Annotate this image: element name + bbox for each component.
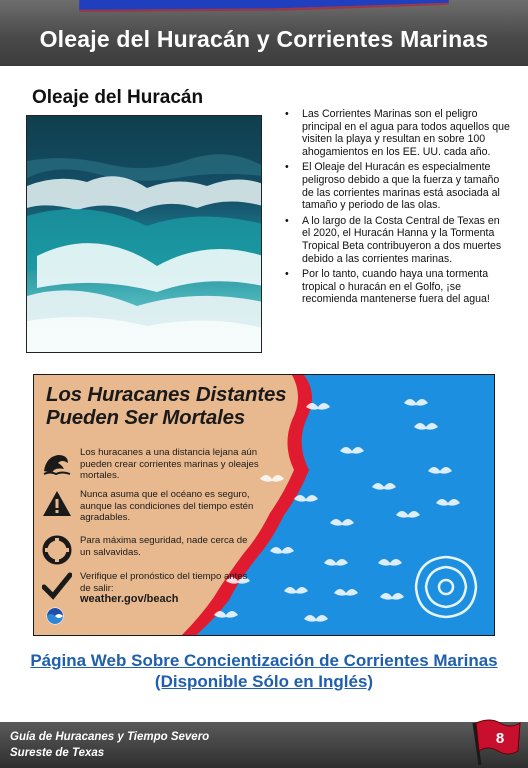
forecast-url[interactable]: weather.gov/beach [80,593,179,606]
noaa-logo-icon [46,607,64,625]
hazard-bullet-list [282,108,510,309]
list-item: • A lo largo de la Costa Central de Texas en el 2020, el Huracán Hanna y la Tormenta Tropical Beta contribuyeron a dos muertes debido a las corrientes marinas. [285,214,502,265]
list-item: • Por lo tanto, cuando haya una tormenta tropical o huracán en el Golfo, ¡se recomienda mantenerse fuera del agua! [285,268,490,306]
bullet-marker: • [285,214,289,227]
bullet-marker: • [285,268,289,281]
header-accent-stripe [0,0,528,14]
page-number: 8 [495,730,505,747]
distant-hurricane-infographic: Los Huracanes Distantes Pueden Ser Mortales Los huracanes a una distancia lejana aún pueden crear corrientes marinas y oleajes mortales. Nunca asuma que el océano es seguro, aunque las condiciones del tiempo estén agradables. Para máxima seguridad, nade cerca de un salvavidas. Verifique el pronóstico del tiempo antes de salir: weather.gov/beach [33,374,495,636]
bullet-marker: • [285,108,289,120]
wave-icon [42,447,72,477]
warning-icon [42,489,72,519]
section-title: Oleaje del Huracán [32,87,204,108]
infographic-title: Los Huracanes Distantes Pueden Ser Mortales [46,383,287,429]
ocean-wave-photo [26,115,262,353]
page-title: Oleaje del Huracán y Corrientes Marinas [39,26,489,52]
checkmark-icon [42,571,72,601]
list-item: • Las Corrientes Marinas son el peligro principal en el agua para todos aquellos que visiten la playa y resultan en sobre 100 ahogamientos en los EE. UU. cada año. [285,108,510,158]
list-item: • El Oleaje del Huracán es especialmente peligroso debido a que la fuerza y tamaño de las corrientes marinas está asociada al tamaño y periodo de las olas. [285,161,500,212]
page-footer [0,722,528,768]
page-header [0,0,528,66]
footer-region: Sureste de Texas [10,747,105,759]
rip-current-awareness-link[interactable]: Página Web Sobre Concientización de Corrientes Marinas (Disponible Sólo en Inglés) [30,651,498,691]
bullet-marker: • [285,161,289,174]
footer-guide-title: Guía de Huracanes y Tiempo Severo [10,731,210,743]
life-ring-icon [42,535,72,565]
